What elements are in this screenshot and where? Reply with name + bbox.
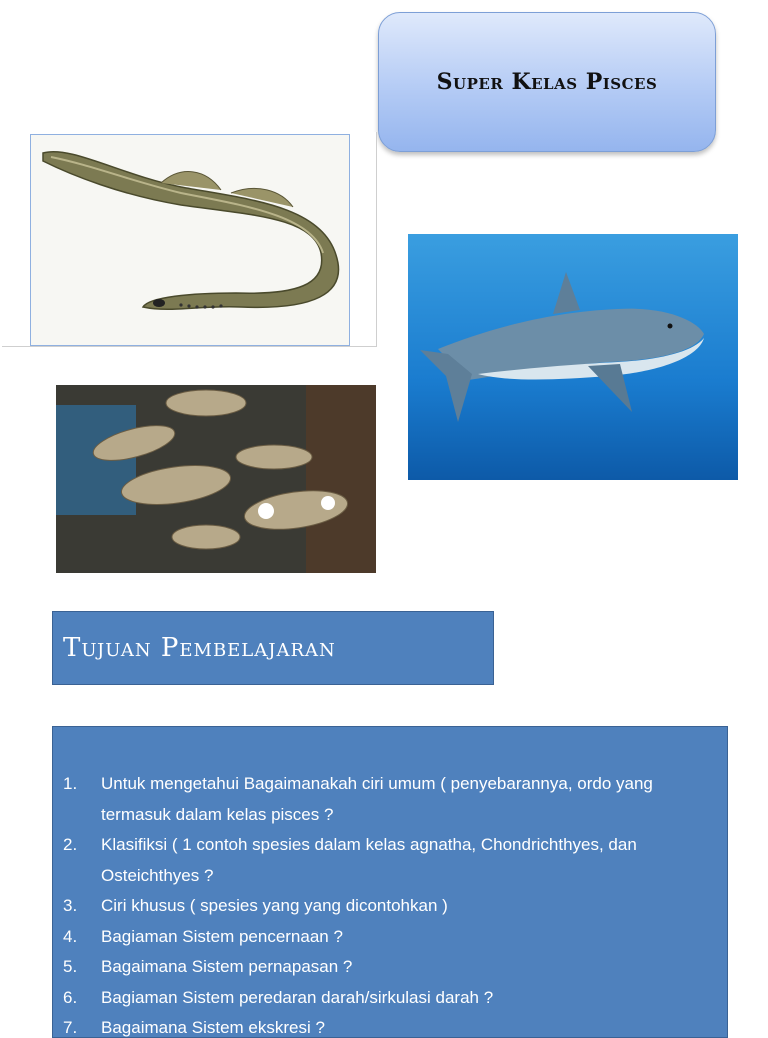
objectives-heading-box	[52, 611, 494, 685]
shark-image	[408, 234, 738, 480]
list-item: 5. Bagaimana Sistem pernapasan ?	[63, 957, 353, 976]
list-item: 3. Ciri khusus ( spesies yang yang dicontohkan )	[63, 896, 448, 915]
list-item: 6. Bagiaman Sistem peredaran darah/sirkulasi darah ?	[63, 987, 494, 1007]
title-banner	[378, 12, 716, 152]
list-item: 2. Klasifiksi ( 1 contoh spesies dalam kelas agnatha, Chondrichthyes, dan Osteichthyes ?	[63, 835, 637, 885]
list-item: 4. Bagiaman Sistem pencernaan ?	[63, 926, 343, 946]
fish-school-image	[56, 385, 376, 573]
objectives-list	[63, 769, 707, 1038]
eel-image-frame	[2, 132, 377, 347]
objectives-list-box	[52, 726, 728, 1038]
page-title: Super Kelas Pisces	[436, 69, 658, 95]
objectives-heading: Tujuan Pembelajaran	[63, 633, 336, 663]
list-item: 7. Bagaimana Sistem ekskresi ?	[63, 1018, 325, 1037]
list-item: 1. Untuk mengetahui Bagaimanakah ciri umum ( penyebarannya, ordo yang termasuk dalam kelas pisces ?	[63, 774, 653, 824]
eel-image	[30, 134, 350, 346]
